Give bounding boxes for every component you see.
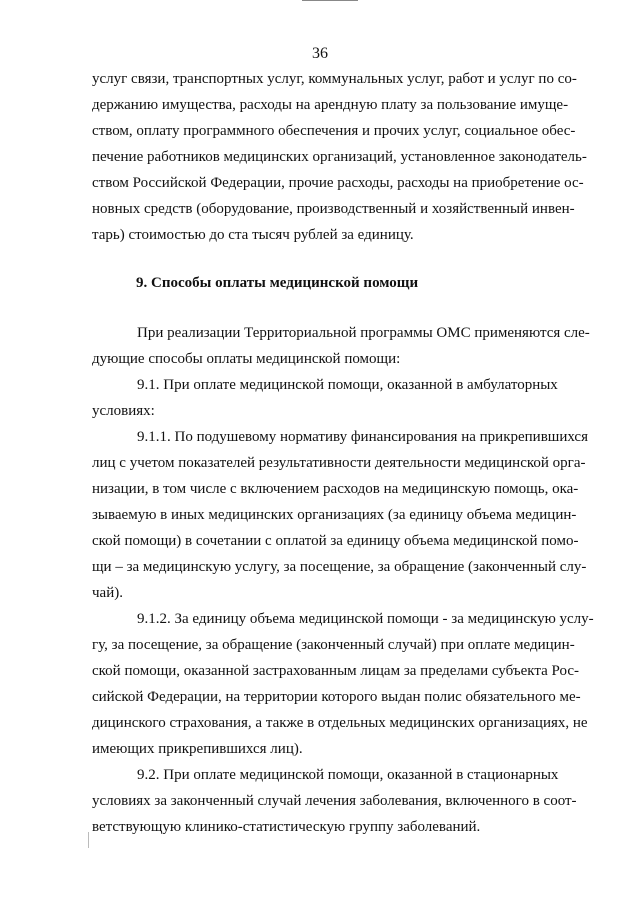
text-line: щи – за медицинскую услугу, за посещение, за обращение (законченный слу- <box>92 559 587 575</box>
text-line: гу, за посещение, за обращение (законченный случай) при оплате медицин- <box>92 637 575 653</box>
paragraph-9-2 <box>92 762 604 840</box>
text-line: чай). <box>92 585 123 601</box>
paragraph-intro-methods <box>92 320 604 372</box>
paragraph-text <box>92 606 604 762</box>
top-edge-mark <box>302 0 358 1</box>
text-line: ством, оплату программного обеспечения и прочих услуг, социальное обес- <box>92 123 576 139</box>
text-line: 9.1.2. За единицу объема медицинской помощи - за медицинскую услу- <box>137 611 594 627</box>
margin-scan-mark <box>88 832 89 848</box>
text-line: условиях: <box>92 403 155 419</box>
paragraph-9-1-1 <box>92 424 604 606</box>
text-line: новных средств (оборудование, производственный и хозяйственный инвен- <box>92 201 575 217</box>
paragraph-text <box>92 424 604 606</box>
intro-paragraph <box>92 66 604 248</box>
text-line: 9.1.1. По подушевому нормативу финансирования на прикрепившихся <box>137 429 588 445</box>
text-line: дицинского страхования, а также в отдельных медицинских организациях, не <box>92 715 588 731</box>
text-line: 9.1. При оплате медицинской помощи, оказанной в амбулаторных <box>137 377 558 393</box>
text-line: При реализации Территориальной программы ОМС применяются сле- <box>137 325 590 341</box>
text-line: условиях за законченный случай лечения заболевания, включенного в соот- <box>92 793 577 809</box>
paragraph-9-1 <box>92 372 604 424</box>
text-line: печение работников медицинских организаций, установленное законодатель- <box>92 149 587 165</box>
paragraph-text <box>92 762 604 840</box>
text-line: низации, в том числе с включением расходов на медицинскую помощь, ока- <box>92 481 579 497</box>
text-line: тарь) стоимостью до ста тысяч рублей за единицу. <box>92 227 414 243</box>
page-number: 36 <box>312 45 328 62</box>
text-line: дующие способы оплаты медицинской помощи: <box>92 351 401 367</box>
text-line: ством Российской Федерации, прочие расходы, расходы на приобретение ос- <box>92 175 584 191</box>
text-line: имеющих прикрепившихся лиц). <box>92 741 303 757</box>
paragraph-text <box>92 320 604 372</box>
text-line: ской помощи) в сочетании с оплатой за единицу объема медицинской помо- <box>92 533 579 549</box>
text-line: ской помощи, оказанной застрахованным лицам за пределами субъекта Рос- <box>92 663 580 679</box>
paragraph-text <box>92 372 604 424</box>
section-heading: 9. Способы оплаты медицинской помощи <box>136 275 419 291</box>
text-line: сийской Федерации, на территории которого выдан полис обязательного ме- <box>92 689 581 705</box>
intro-text <box>92 66 604 248</box>
text-line: ветствующую клинико-статистическую группу заболеваний. <box>92 819 481 835</box>
text-line: услуг связи, транспортных услуг, коммунальных услуг, работ и услуг по со- <box>92 71 577 87</box>
text-line: держанию имущества, расходы на арендную плату за пользование имуще- <box>92 97 569 113</box>
text-line: лиц с учетом показателей результативности деятельности медицинской орга- <box>92 455 586 471</box>
text-line: 9.2. При оплате медицинской помощи, оказанной в стационарных <box>137 767 559 783</box>
paragraph-9-1-2 <box>92 606 604 762</box>
text-line: зываемую в иных медицинских организациях (за единицу объема медицин- <box>92 507 577 523</box>
